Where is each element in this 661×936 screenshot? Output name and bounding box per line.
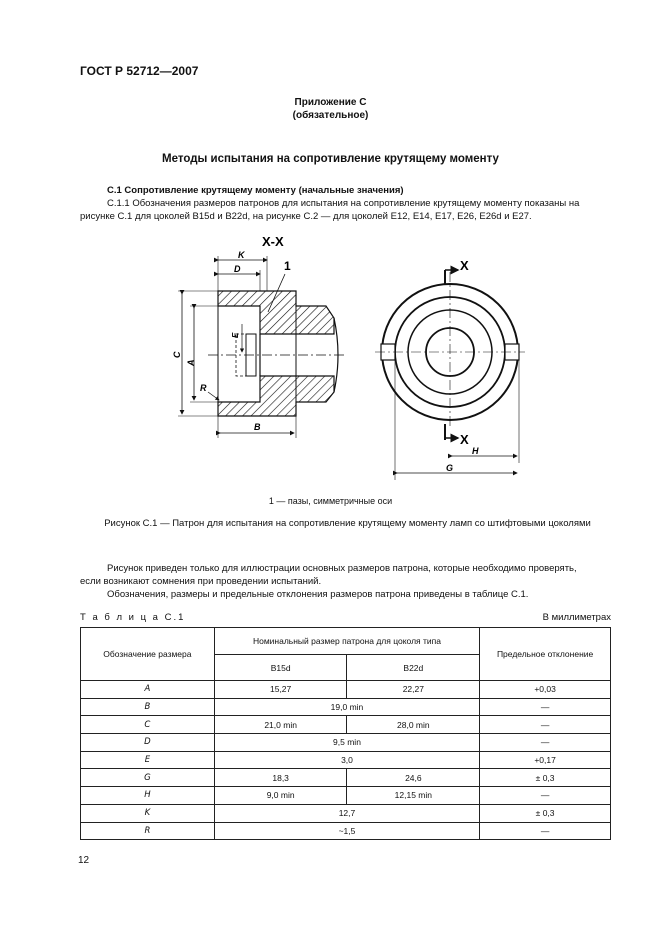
document-title: ГОСТ Р 52712—2007 — [80, 64, 199, 78]
paragraph-c11-line2: рисунке С.1 для цоколей B15d и B22d, на рисунке С.2 — для цоколей E12, E14, E17, E26, E26d и E27. — [80, 211, 532, 222]
paragraph-c11-line1: С.1.1 Обозначения размеров патронов для испытания на сопротивление крутящему моменту показаны на — [107, 198, 580, 209]
table-row: G 18,3 24,6 ± 0,3 — [81, 769, 611, 787]
paragraph-c11 — [80, 197, 615, 223]
page-number: 12 — [78, 855, 90, 866]
figure-c1-drawing — [150, 228, 530, 490]
table-row: R ~1,5 — — [81, 822, 611, 840]
dim-g-label: G — [446, 463, 454, 473]
table-row: C 21,0 min 28,0 min — — [81, 716, 611, 734]
table-row: A 15,27 22,27 +0,03 — [81, 681, 611, 699]
appendix-title: Приложение С — [294, 97, 367, 108]
header-nominal: Номинальный размер патрона для цоколя типа — [214, 628, 479, 655]
paragraph-note-line2: если возникают сомнения при проведении испытаний. — [80, 576, 322, 587]
dim-h-label: H — [472, 446, 479, 456]
paragraph-note-line1: Рисунок приведен только для иллюстрации основных размеров патрона, которые необходимо проверять, — [107, 563, 577, 574]
dim-b-label: B — [254, 422, 261, 432]
table-row: B 19,0 min — — [81, 698, 611, 716]
section-view — [172, 234, 346, 438]
subsection-heading: С.1 Сопротивление крутящему моменту (начальные значения) — [107, 185, 404, 196]
section-mark-bottom: X — [460, 432, 469, 447]
table-row: E 3,0 +0,17 — [81, 751, 611, 769]
section-title: Методы испытания на сопротивление крутящему моменту — [162, 153, 499, 165]
table-title: Т а б л и ц а С.1 — [80, 612, 186, 623]
header-tolerance: Предельное отклонение — [480, 628, 611, 681]
table-row: H 9,0 min 12,15 min — — [81, 787, 611, 805]
dim-c-label: C — [172, 351, 182, 358]
table-row: K 12,7 ± 0,3 — [81, 804, 611, 822]
dim-r-label: R — [200, 383, 207, 393]
paragraph-table-ref: Обозначения, размеры и предельные отклонения размеров патрона приведены в таблице С.1. — [107, 589, 529, 600]
paragraph-note — [80, 562, 615, 601]
header-param: Обозначение размера — [81, 628, 215, 681]
header-b22d: B22d — [347, 655, 480, 681]
dim-a-label: A — [186, 359, 196, 366]
dim-d-label: D — [234, 264, 241, 274]
figure-legend: 1 — пазы, симметричные оси — [268, 496, 393, 506]
figure-caption: Рисунок С.1 — Патрон для испытания на сопротивление крутящему моменту ламп со штифтовыми цоколями — [104, 518, 591, 529]
table-unit: В миллиметрах — [542, 612, 611, 623]
dim-k-label: K — [238, 250, 245, 260]
callout-1: 1 — [284, 259, 291, 273]
dim-e-label: E — [231, 332, 240, 338]
appendix-type: (обязательное) — [292, 110, 369, 121]
section-label: X-X — [262, 234, 284, 249]
end-view — [375, 258, 525, 480]
header-b15d: B15d — [214, 655, 347, 681]
section-mark-top: X — [460, 258, 469, 273]
dimensions-table — [80, 627, 611, 840]
table-row: D 9,5 min — — [81, 734, 611, 752]
